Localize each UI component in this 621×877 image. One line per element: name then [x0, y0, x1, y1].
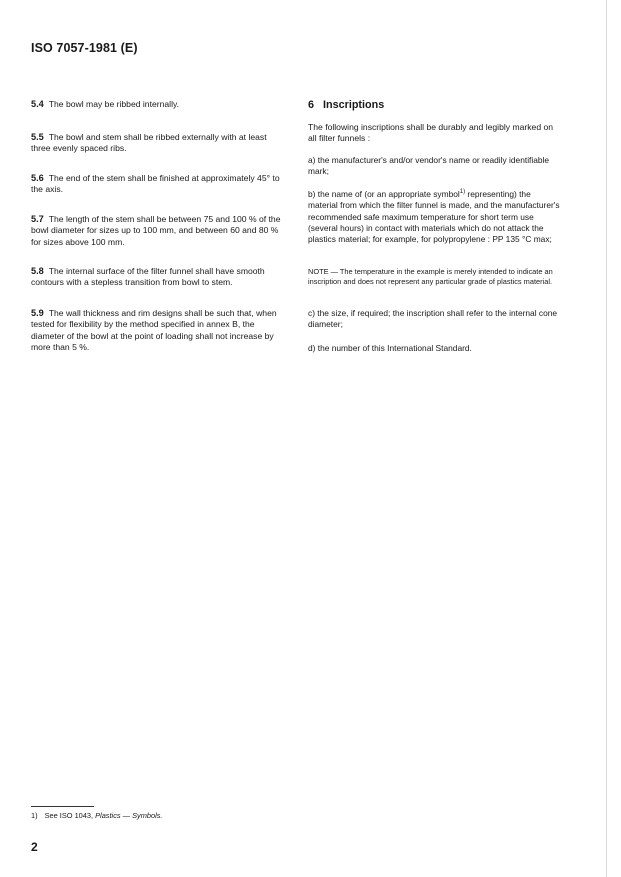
- footnote-divider: [31, 806, 94, 807]
- section-intro: The following inscriptions shall be durably and legibly marked on all filter funnels :: [308, 122, 554, 144]
- section-heading: 6 Inscriptions: [308, 99, 385, 111]
- page-number: 2: [31, 840, 38, 854]
- clause-5-8: 5.8 The internal surface of the filter funnel shall have smooth contours with a stepless transition from bowl to stem.: [31, 266, 265, 288]
- page-edge-line: [606, 0, 607, 877]
- clause-5-9: 5.9 The wall thickness and rim designs shall be such that, when tested for flexibility by the method specified in annex B, the diameter of the bowl at the point of loading shall not increase by more than 5 %.: [31, 308, 277, 352]
- list-item-d: d) the number of this International Standard.: [308, 343, 472, 353]
- document-id: ISO 7057-1981 (E): [31, 41, 138, 55]
- clause-5-4: 5.4 The bowl may be ribbed internally.: [31, 99, 180, 109]
- list-item-a: a) the manufacturer's and/or vendor's name or readily identifiable mark;: [308, 155, 550, 177]
- list-item-c: c) the size, if required; the inscription shall refer to the internal cone diameter;: [308, 308, 558, 330]
- footnote: 1) See ISO 1043, Plastics — Symbols.: [31, 811, 163, 820]
- clause-5-5: 5.5 The bowl and stem shall be ribbed externally with at least three evenly spaced ribs.: [31, 132, 267, 154]
- clause-5-6: 5.6 The end of the stem shall be finished at approximately 45° to the axis.: [31, 173, 280, 195]
- list-item-b: b) the name of (or an appropriate symbol$^{1)}$ representing) the material from which the filter funnel is made, and the manufacturer's recommended safe maximum temperature for short term use (several hours) in contact with materials which do not attack the plastics material; for example, for polypropylene : PP 135 °C max;: [308, 189, 560, 245]
- note: NOTE — The temperature in the example is merely intended to indicate an inscription and does not represent any particular grade of plastics material.: [308, 267, 553, 286]
- footnote-ref: 1): [459, 189, 466, 196]
- clause-5-7: 5.7 The length of the stem shall be between 75 and 100 % of the bowl diameter for sizes up to 100 mm, and between 60 and 80 % for sizes above 100 mm.: [31, 214, 281, 247]
